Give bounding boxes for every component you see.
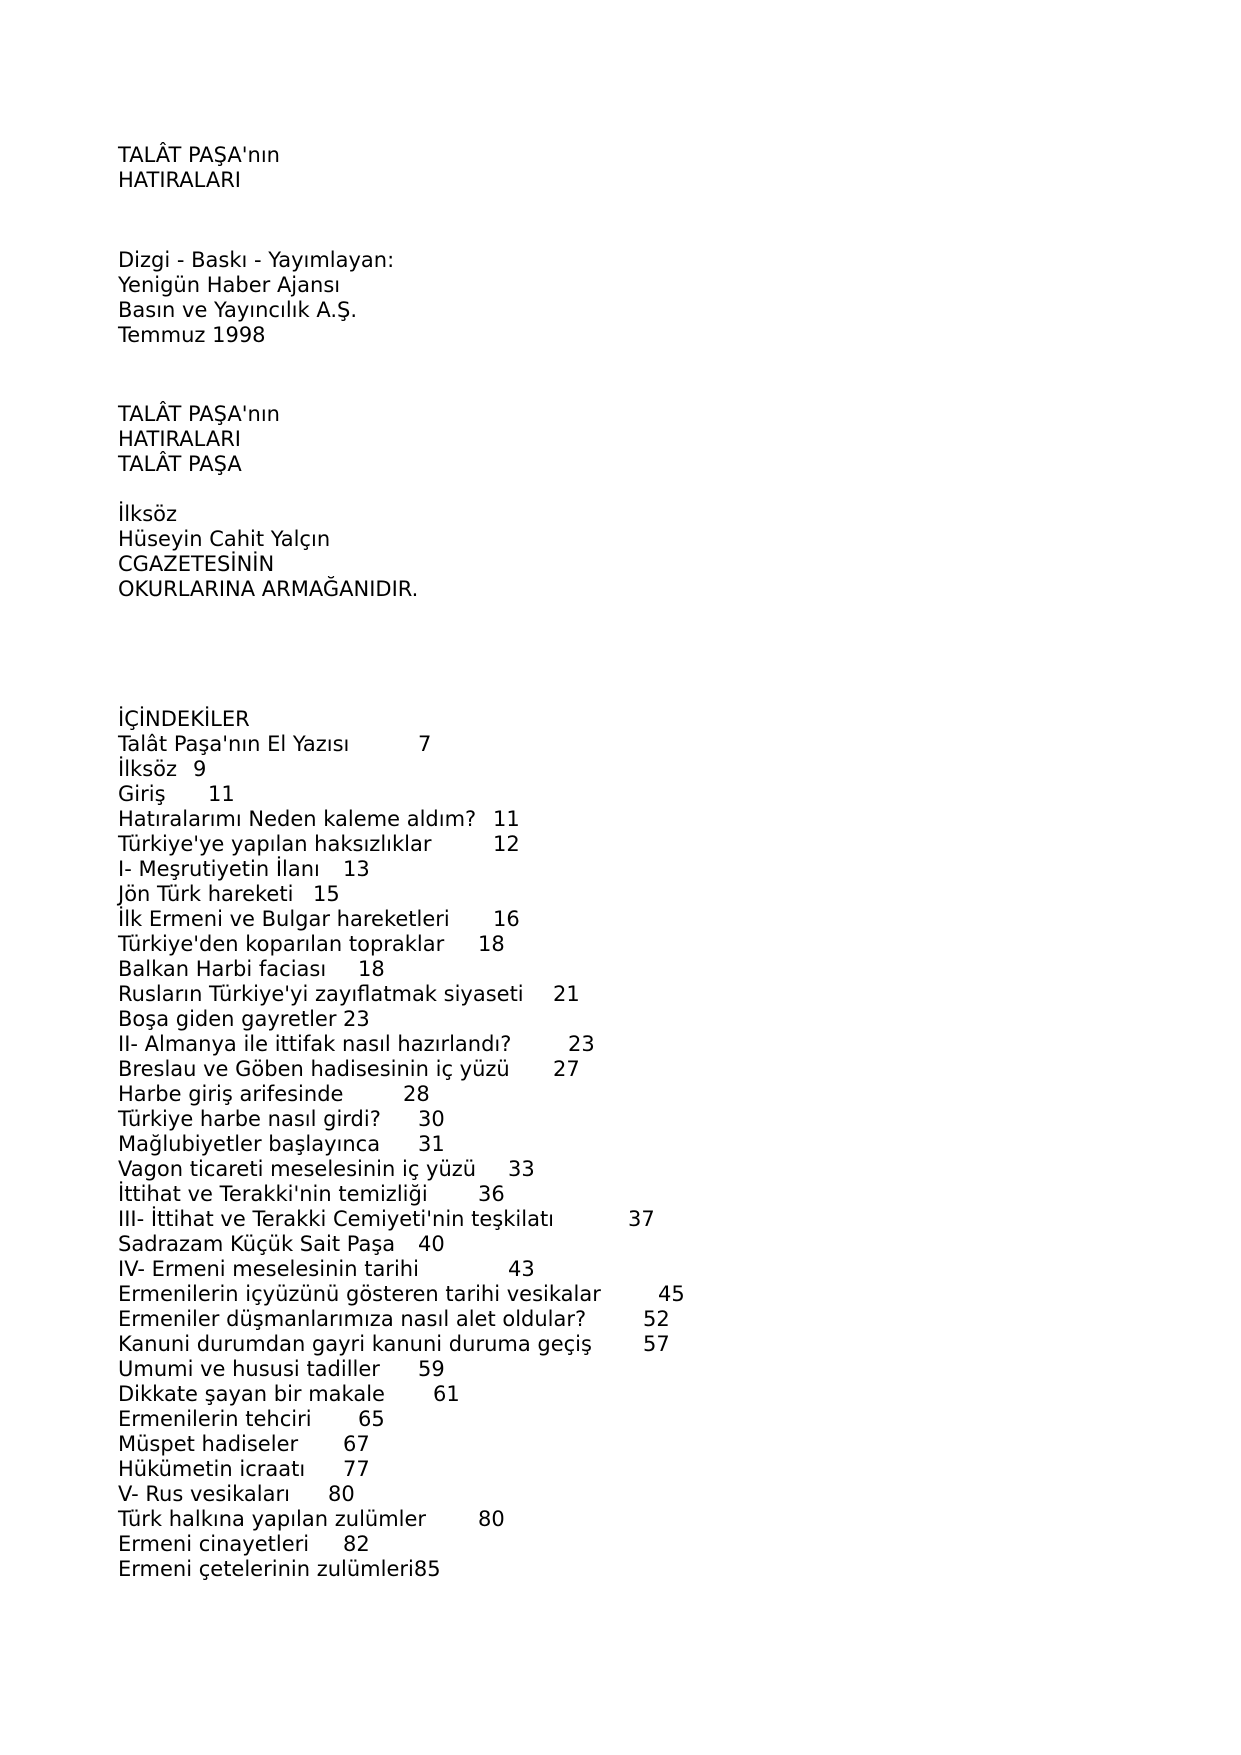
- toc-entry: Hükümetin icraatı 77: [118, 1457, 370, 1481]
- toc-entry: İlk Ermeni ve Bulgar hareketleri 16: [118, 907, 520, 931]
- publisher-line: Temmuz 1998: [118, 323, 266, 347]
- dedication-line: Hüseyin Cahit Yalçın: [118, 527, 331, 551]
- toc-entry: II- Almanya ile ittifak nasıl hazırlandı? 23: [118, 1032, 595, 1056]
- toc-entry: Türkiye harbe nasıl girdi? 30: [118, 1107, 445, 1131]
- toc-entry: Ermeni çetelerinin zulümleri85: [118, 1557, 441, 1581]
- toc-entry: V- Rus vesikaları 80: [118, 1482, 355, 1506]
- dedication-line: İlksöz: [118, 502, 178, 526]
- toc-entry: Boşa giden gayretler 23: [118, 1007, 370, 1031]
- publisher-line: Basın ve Yayıncılık A.Ş.: [118, 298, 357, 322]
- toc-entry: Türk halkına yapılan zulümler 80: [118, 1507, 505, 1531]
- dedication-line: CGAZETESİNİN: [118, 552, 275, 576]
- title-page-block: [118, 402, 1221, 477]
- toc-entry: Ermeni cinayetleri 82: [118, 1532, 370, 1556]
- toc-entry: Vagon ticareti meselesinin iç yüzü 33: [118, 1157, 535, 1181]
- toc-entry: Breslau ve Göben hadisesinin iç yüzü 27: [118, 1057, 580, 1081]
- toc-entry: Ermeniler düşmanlarımıza nasıl alet oldular? 52: [118, 1307, 670, 1331]
- toc-entry: İttihat ve Terakki'nin temizliği 36: [118, 1182, 505, 1206]
- toc-entry: IV- Ermeni meselesinin tarihi 43: [118, 1257, 535, 1281]
- toc-entry: Ermenilerin tehciri 65: [118, 1407, 385, 1431]
- toc-entry: Müspet hadiseler 67: [118, 1432, 370, 1456]
- toc-entry: Rusların Türkiye'yi zayıflatmak siyaseti 21: [118, 982, 580, 1006]
- toc-entry: Kanuni durumdan gayri kanuni duruma geçiş 57: [118, 1332, 670, 1356]
- toc-entry: Jön Türk hareketi 15: [118, 882, 340, 906]
- page-content: [118, 143, 1221, 1582]
- toc-entry: Umumi ve hususi tadiller 59: [118, 1357, 445, 1381]
- toc-entry: Giriş 11: [118, 782, 235, 806]
- toc-entry: Dikkate şayan bir makale 61: [118, 1382, 460, 1406]
- toc-heading: İÇİNDEKİLER: [118, 707, 250, 731]
- toc-entry: Mağlubiyetler başlayınca 31: [118, 1132, 445, 1156]
- publisher-block: [118, 248, 1221, 348]
- toc-entry: Ermenilerin içyüzünü gösteren tarihi vesikalar 45: [118, 1282, 685, 1306]
- toc-entry: III- İttihat ve Terakki Cemiyeti'nin teşkilatı 37: [118, 1207, 655, 1231]
- toc-entry: Balkan Harbi faciası 18: [118, 957, 385, 981]
- table-of-contents: [118, 707, 1221, 1582]
- title-page-line: HATIRALARI: [118, 427, 241, 451]
- toc-entry: Harbe giriş arifesinde 28: [118, 1082, 430, 1106]
- toc-entry: Sadrazam Küçük Sait Paşa 40: [118, 1232, 445, 1256]
- book-title-line: HATIRALARI: [118, 168, 241, 192]
- title-page-line: TALÂT PAŞA'nın: [118, 402, 280, 426]
- toc-list: [118, 732, 1221, 1582]
- toc-entry: Türkiye'den koparılan topraklar 18: [118, 932, 505, 956]
- book-title-block: [118, 143, 1221, 193]
- toc-entry: Türkiye'ye yapılan haksızlıklar 12: [118, 832, 520, 856]
- toc-entry: Hatıralarımı Neden kaleme aldım? 11: [118, 807, 520, 831]
- book-title-line: TALÂT PAŞA'nın: [118, 143, 280, 167]
- toc-entry: Talât Paşa'nın El Yazısı 7: [118, 732, 432, 756]
- dedication-line: OKURLARINA ARMAĞANIDIR.: [118, 577, 419, 601]
- publisher-line: Yenigün Haber Ajansı: [118, 273, 341, 297]
- dedication-block: [118, 502, 1221, 602]
- publisher-line: Dizgi - Baskı - Yayımlayan:: [118, 248, 395, 272]
- title-page-line: TALÂT PAŞA: [118, 452, 242, 476]
- toc-entry: I- Meşrutiyetin İlanı 13: [118, 857, 370, 881]
- toc-entry: İlksöz 9: [118, 757, 207, 781]
